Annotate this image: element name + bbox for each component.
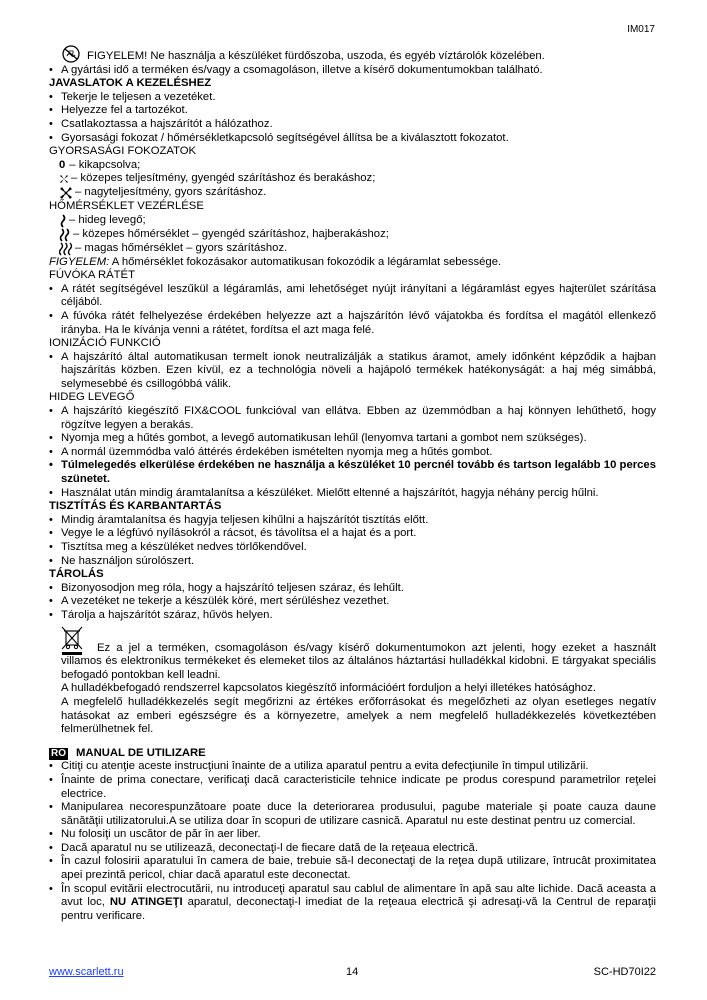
list-item: • A normál üzemmódba való áttérés érdekében ismételten nyomja meg a hűtés gombot. xyxy=(49,445,493,458)
wave-3-icon xyxy=(59,242,73,256)
section-title-temperature: HŐMÉRSÉKLET VEZÉRLÉSE xyxy=(49,199,204,212)
list-item: • A hajszárító által automatikusan termelt ionok neutralizálják a statikus áramot, amely időnként képződik a hajban hajszárítás közben. Ezen kívül, ez a technológia növeli a hajápoló termékek hatékonyságát: a haj még simábbá, selymesebbé és csillogóbbá válik. xyxy=(49,350,656,390)
list-item: • Csatlakoztassa a hajszárítót a hálózathoz. xyxy=(49,117,273,130)
weee-text-2: A hulladékbefogadó rendszerrel kapcsolatos kiegészítő információért forduljon a helyi illetékes hatósághoz. xyxy=(61,682,597,695)
list-item: • A hajszárító kiegészítő FIX&COOL funkcióval van ellátva. Ebben az üzemmódban a haj könnyen lehűthető, hogy rögzítve legyen a berakás. xyxy=(49,405,656,431)
bathroom-warning xyxy=(49,50,656,64)
list-item: • A gyártási idő a terméken és/vagy a csomagoláson, illetve a kísérő dokumentumokban található. xyxy=(49,63,543,76)
list-item: • Nyomja meg a hűtés gombot, a levegő automatikusan lehűl (lenyomva tartani a gombot nem szükséges). xyxy=(49,432,587,445)
list-item: • A rátét segítségével leszűkül a légáramlás, ami lehetőséget nyújt irányítani a légáramlást egyes hajterület szárítása céljából. xyxy=(49,282,656,309)
document-code: IM017 xyxy=(627,24,655,35)
page-content xyxy=(49,50,656,923)
list-item: • În scopul evitării electrocutării, nu introduceţi aparatul sau cablul de alimentare în apă sau alte lichide. Dacă aceasta a avut loc, NU ATINGEŢI aparatul, deconectaţi-l imediat de la reţeaua electrică şi adresaţi-vă la Centrul de reparaţii pentru verificare. xyxy=(49,882,656,922)
footer-link[interactable]: www.scarlett.ru xyxy=(49,966,124,978)
list-item: • Gyorsasági fokozat / hőmérsékletkapcsoló segítségével állítsa be a kiválasztott fokozatot. xyxy=(49,131,509,144)
temp-3: – magas hőmérséklet – gyors szárításhoz. xyxy=(59,242,656,256)
list-item: • A fúvóka rátét felhelyezése érdekében helyezze azt a hajszárítón lévő vájatokba és fordítsa el magától ellenkező irányba. Ha le kívánja venni a rátétet, fordítsa el azt maga felé. xyxy=(49,309,656,336)
list-item-warning: • Túlmelegedés elkerülése érdekében ne használja a készüléket 10 percnél tovább és tartson legalább 10 perces szünetet. xyxy=(49,459,656,486)
list-item: • A vezetéket ne tekerje a készülék köré, mert sérüléshez vezethet. xyxy=(49,595,390,608)
speed-2: – nagyteljesítmény, gyors szárításhoz. xyxy=(59,186,656,200)
list-item: • Bizonyosodjon meg róla, hogy a hajszárító teljesen száraz, és lehűlt. xyxy=(49,581,404,594)
section-title-cleaning: TISZTÍTÁS ÉS KARBANTARTÁS xyxy=(49,500,222,513)
wave-1-icon xyxy=(59,214,67,228)
section-title-cold-air: HIDEG LEVEGŐ xyxy=(49,391,135,404)
speed-0: 0 – kikapcsolva; xyxy=(59,158,141,171)
list-item: • Tisztítsa meg a készüléket nedves törlőkendővel. xyxy=(49,541,307,553)
list-item: • În cazul folosirii aparatului în camera de baie, trebuie să-l deconectaţi de la reţea după utilizare, întrucât proximitatea apei prezintă pericol, chiar dacă aparatul este deconectat. xyxy=(49,855,656,882)
weee-text-1: Ez a jel a terméken, csomagoláson és/vagy kísérő dokumentumokon azt jelenti, hogy ezeket a használt villamos és elektronikus termékeket és elemeket tilos az általános háztartási hulladékkal kidobni. E tárgyakat speciális befogadó pontokban kell leadni. xyxy=(61,641,656,681)
bathroom-warning-text: FIGYELEM! Ne használja a készüléket fürdőszoba, uszoda, és egyéb víztárolók közelében. xyxy=(87,50,545,62)
temperature-note: FIGYELEM: A hőmérséklet fokozásakor automatikusan fokozódik a légáramlat sebessége. xyxy=(49,255,502,268)
temp-1: – hideg levegő; xyxy=(59,214,656,228)
list-item: • Dacă aparatul nu se utilizează, deconectaţi-l de fiecare dată de la reţeaua electrică. xyxy=(49,841,478,854)
list-item: • Használat után mindig áramtalanítsa a készüléket. Mielőtt eltenné a hajszárítót, hagyja néhány percig hűlni. xyxy=(49,486,599,499)
language-badge: RO xyxy=(51,747,66,759)
list-item: • Manipularea necorespunzătoare poate duce la deteriorarea produsului, pagube materiale şi poate cauza daune sănătăţii utilizatorului.A se utiliza doar în scopuri de utilizare casnică. Aparatul nu este destinat pentru uz comercial. xyxy=(49,801,656,827)
weee-block xyxy=(49,625,656,737)
section-title-ionization: IONIZÁCIÓ FUNKCIÓ xyxy=(49,337,161,350)
weee-text-3: A megfelelő hulladékkezelés segít megőrizni az értékes erőforrásokat és megelőzheti az olyan esetleges negatív hatásokat az emberi egészségre és a környezetre, amelyek a nem megfelelő hulladékkezelés következtében felmerülhetnek fel. xyxy=(61,695,656,736)
no-water-icon xyxy=(61,45,81,63)
list-item: • Tekerje le teljesen a vezetéket. xyxy=(49,90,216,103)
list-item: • Citiţi cu atenţie aceste instrucţiuni înainte de a utiliza aparatul pentru a evita defecţiunile în timpul utilizării. xyxy=(49,760,589,773)
section-title-javaslatok: JAVASLATOK A KEZELÉSHEZ xyxy=(49,77,212,90)
model-number: SC-HD70I22 xyxy=(593,966,656,978)
fan-low-icon xyxy=(59,174,69,184)
list-item: • Nu folosiţi un uscător de păr în aer liber. xyxy=(49,828,261,841)
list-item: • Înainte de prima conectare, verificaţi dacă caracteristicile tehnice indicate pe produs corespund parametrilor reţelei electrice. xyxy=(49,773,656,800)
list-item: • Vegye le a légfúvó nyílásokról a rácsot, és távolítsa el a hajat és a port. xyxy=(49,527,417,540)
section-title-speed: GYORSASÁGI FOKOZATOK xyxy=(49,145,197,158)
ro-title: MANUAL DE UTILIZARE xyxy=(76,746,206,759)
ro-section-header xyxy=(49,747,656,761)
wave-2-icon xyxy=(59,228,71,242)
list-item: • Mindig áramtalanítsa és hagyja teljesen kihűlni a hajszárítót tisztítás előtt. xyxy=(49,513,429,526)
list-item: • Tárolja a hajszárítót száraz, hűvös helyen. xyxy=(49,608,273,621)
temp-2: – közepes hőmérséklet – gyengéd szárításhoz, hajberakáshoz; xyxy=(59,228,656,242)
list-item: • Ne használjon súrolószert. xyxy=(49,554,195,567)
list-item: • Helyezze fel a tartozékot. xyxy=(49,104,188,117)
speed-1: – közepes teljesítmény, gyengéd szárításhoz és berakáshoz; xyxy=(59,172,656,186)
section-title-storage: TÁROLÁS xyxy=(49,568,104,581)
crossed-bin-icon xyxy=(61,625,83,660)
section-title-fuvoka: FÚVÓKA RÁTÉT xyxy=(49,269,135,282)
page-number: 14 xyxy=(346,966,359,978)
fan-high-icon xyxy=(59,186,73,200)
